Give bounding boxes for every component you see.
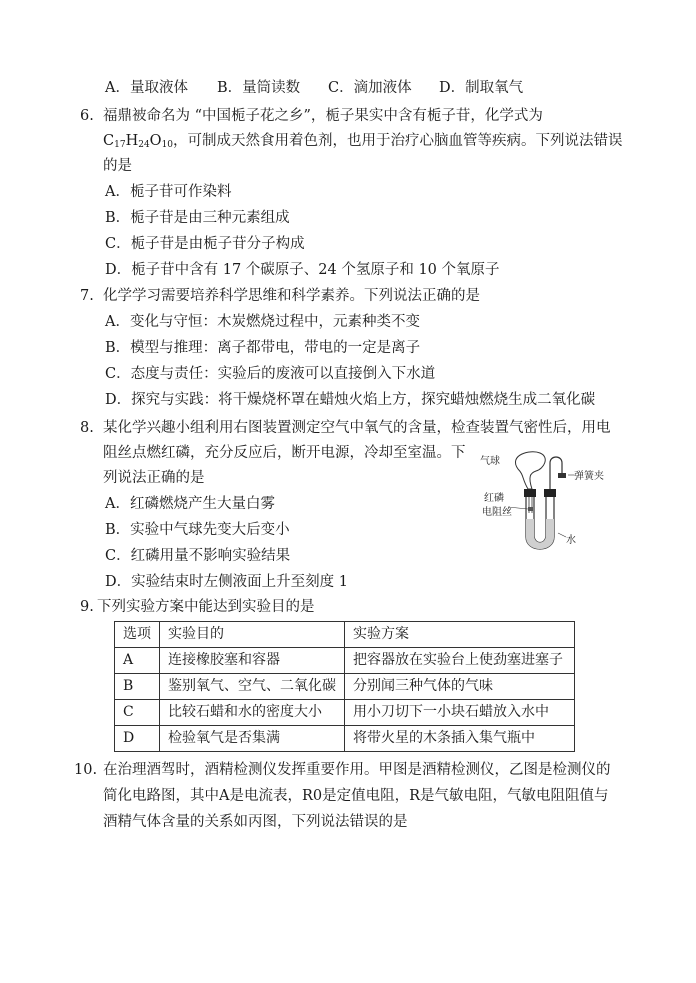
left-stopper (524, 489, 536, 497)
q7-option-d: D．探究与实践：将干燥烧杯罩在蜡烛火焰上方，探究蜡烛燃烧生成二氧化碳 (105, 392, 596, 408)
right-stopper (544, 489, 556, 497)
q8-option-c: C．红磷用量不影响实验结果 (105, 548, 291, 564)
q10-line2: 简化电路图，其中A是电流表，R0是定值电阻，R是气敏电阻，气敏电阻阻值与 (103, 788, 609, 804)
q6-stem-line2-rest: ，可制成天然食用着色剂，也用于治疗心脑血管等疾病。下列说法错误 (173, 133, 623, 149)
red-phosphorus (528, 507, 533, 511)
q9-number: 9. (80, 599, 94, 615)
q7-option-b: B．模型与推理：离子都带电，带电的一定是离子 (105, 340, 421, 356)
q10-line3: 酒精气体含量的关系如丙图，下列说法错误的是 (103, 814, 408, 830)
q7-option-c: C．态度与责任：实验后的废液可以直接倒入下水道 (105, 366, 436, 382)
q6-formula: $C_{17}H_{24}O_{10}$ (103, 133, 174, 150)
balloon-label: 气球 (480, 456, 500, 467)
table-cell: D (115, 726, 160, 752)
table-row (115, 674, 575, 700)
water-fill (526, 519, 554, 549)
table-cell: C (115, 700, 160, 726)
table-row (115, 726, 575, 752)
table-header-cell: 实验方案 (345, 622, 575, 648)
q5-option-b: B．量筒读数 (217, 80, 301, 96)
q5-options (105, 78, 523, 98)
q5-option-d: D．制取氧气 (439, 80, 524, 96)
table-cell: 连接橡胶塞和容器 (160, 648, 345, 674)
clamp-shape (558, 473, 566, 478)
clamp-label: 弹簧夹 (574, 471, 604, 482)
q8-option-d: D．实验结束时左侧液面上升至刻度 1 (105, 574, 348, 590)
table-header-cell: 实验目的 (160, 622, 345, 648)
q5-option-c: C．滴加液体 (328, 80, 412, 96)
q7-number: 7. (80, 288, 94, 304)
q6-option-b: B．栀子苷是由三种元素组成 (105, 210, 290, 226)
q8-number: 8. (80, 420, 94, 436)
table-cell: B (115, 674, 160, 700)
table-row (115, 700, 575, 726)
q8-stem-line3: 列说法正确的是 (103, 470, 205, 486)
red-phosphorus-label: 红磷 (484, 493, 504, 504)
q8-stem-line1: 某化学兴趣小组利用右图装置测定空气中氧气的含量，检查装置气密性后，用电 (103, 420, 611, 436)
q6-option-a: A．栀子苷可作染料 (105, 184, 232, 200)
q6-stem-line2 (103, 131, 623, 155)
table-cell: 用小刀切下一小块石蜡放入水中 (345, 700, 575, 726)
q6-stem-line3: 的是 (103, 158, 132, 174)
q6-number: 6. (80, 108, 94, 124)
table-cell: A (115, 648, 160, 674)
q5-option-a: A．量取液体 (105, 80, 188, 96)
table-header-cell: 选项 (115, 622, 160, 648)
q10-line1: 在治理酒驾时，酒精检测仪发挥重要作用。甲图是酒精检测仪，乙图是检测仪的 (103, 762, 611, 778)
q6-option-c: C．栀子苷是由栀子苷分子构成 (105, 236, 305, 252)
table-row (115, 648, 575, 674)
q9-stem: 下列实验方案中能达到实验目的是 (97, 599, 315, 615)
table-cell: 将带火星的木条插入集气瓶中 (345, 726, 575, 752)
q6-stem-line1: 福鼎被命名为 “中国栀子花之乡”，栀子果实中含有栀子苷，化学式为 (103, 108, 543, 124)
table-cell: 把容器放在实验台上使劲塞进塞子 (345, 648, 575, 674)
wire-label: 电阻丝 (482, 507, 512, 518)
q8-option-b: B．实验中气球先变大后变小 (105, 522, 290, 538)
table-cell: 检验氧气是否集满 (160, 726, 345, 752)
q7-stem: 化学学习需要培养科学思维和科学素养。下列说法正确的是 (103, 288, 480, 304)
balloon-shape (515, 452, 545, 489)
table-header-row (115, 622, 575, 648)
q8-option-a: A．红磷燃烧产生大量白雾 (105, 496, 275, 512)
q6-option-d: D．栀子苷中含有 17 个碳原子、24 个氢原子和 10 个氧原子 (105, 262, 500, 278)
q8-apparatus-figure (478, 449, 638, 559)
table-cell: 比较石蜡和水的密度大小 (160, 700, 345, 726)
table-cell: 分别闻三种气体的气味 (345, 674, 575, 700)
q7-option-a: A．变化与守恒：木炭燃烧过程中，元素种类不变 (105, 314, 420, 330)
table-cell: 鉴别氧气、空气、二氧化碳 (160, 674, 345, 700)
q8-stem-line2: 阻丝点燃红磷，充分反应后，断开电源，冷却至室温。下 (103, 445, 466, 461)
q10-number: 10. (74, 762, 98, 778)
water-label: 水 (566, 535, 576, 546)
q9-table (114, 621, 575, 752)
